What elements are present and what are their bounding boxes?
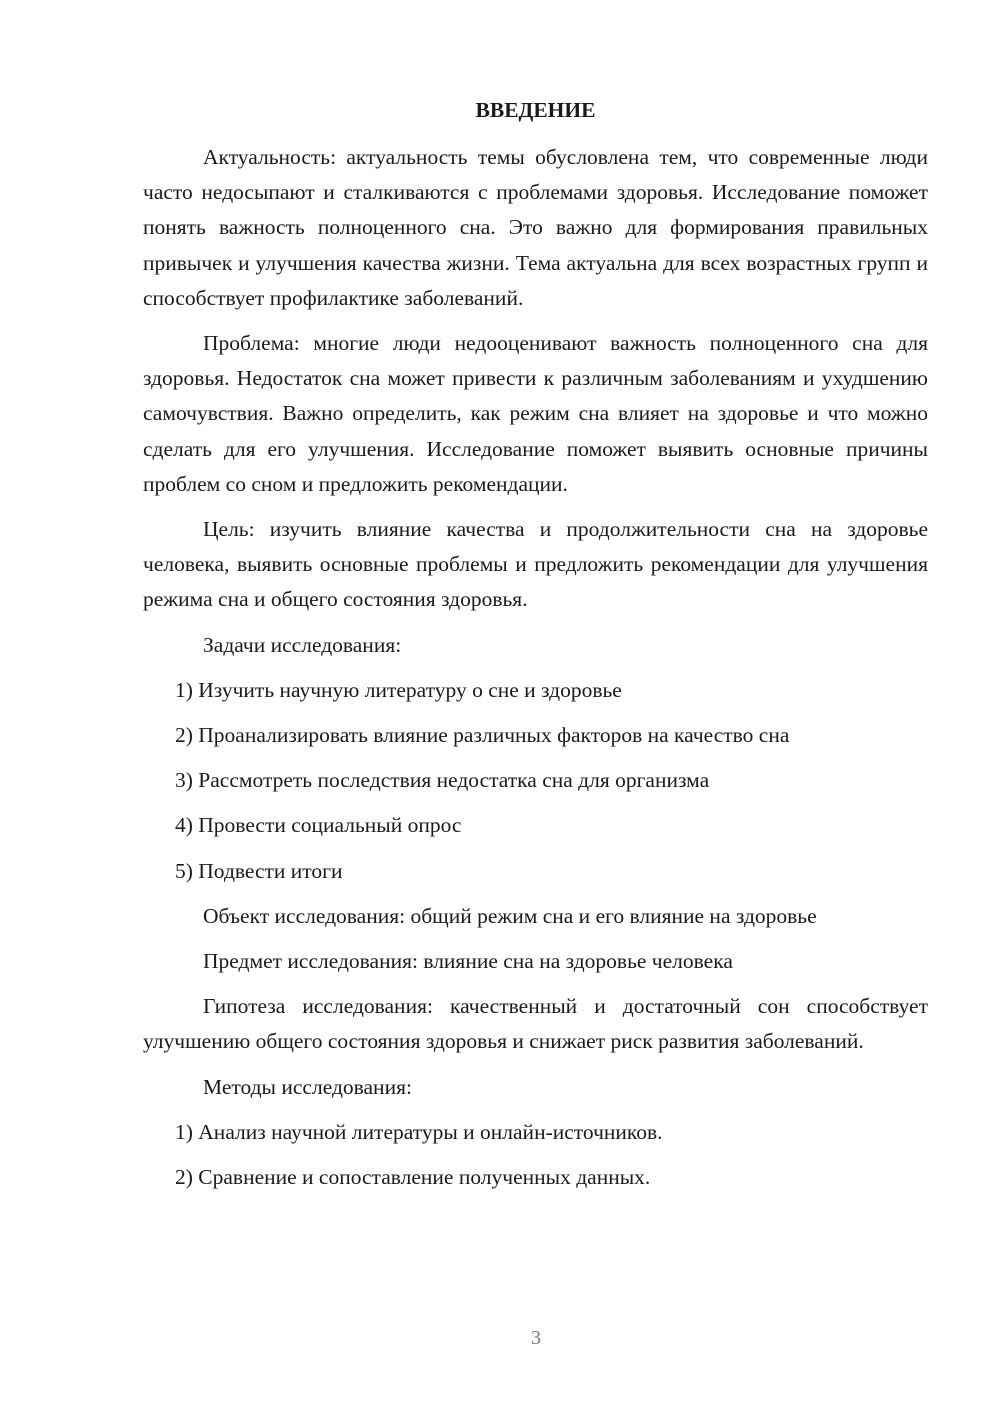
task-item: 4) Провести социальный опрос [175, 813, 462, 838]
method-item: 1) Анализ научной литературы и онлайн-источников. [175, 1119, 663, 1144]
relevance-paragraph: Актуальность: актуальность темы обусловлена тем, что современные люди часто недосыпают и сталкиваются с проблемами здоровья. Исследование поможет понять важность полноценного сна. Это важно для формирования правильных привычек и улучшения качества жизни. Тема актуальна для всех возрастных групп и способствует профилактике заболеваний. [143, 145, 928, 310]
task-item: 1) Изучить научную литературу о сне и здоровье [175, 677, 622, 702]
section-title: ВВЕДЕНИЕ [475, 98, 596, 122]
page-content [143, 92, 928, 1205]
page-number: 3 [531, 1327, 541, 1349]
research-object: Объект исследования: общий режим сна и его влияние на здоровье [203, 903, 817, 928]
research-subject: Предмет исследования: влияние сна на здоровье человека [203, 949, 733, 974]
hypothesis-paragraph: Гипотеза исследования: качественный и достаточный сон способствует улучшению общего состояния здоровья и снижает риск развития заболеваний. [143, 994, 928, 1054]
task-item: 5) Подвести итоги [175, 858, 343, 883]
task-item: 3) Рассмотреть последствия недостатка сна для организма [175, 768, 710, 793]
method-item: 2) Сравнение и сопоставление полученных данных. [175, 1165, 651, 1190]
methods-heading: Методы исследования: [203, 1074, 412, 1099]
problem-paragraph: Проблема: многие люди недооценивают важность полноценного сна для здоровья. Недостаток сна может привести к различным заболеваниям и ухудшению самочувствия. Важно определить, как режим сна влияет на здоровье и что можно сделать для его улучшения. Исследование поможет выявить основные причины проблем со сном и предложить рекомендации. [143, 331, 928, 496]
goal-paragraph: Цель: изучить влияние качества и продолжительности сна на здоровье человека, выявить основные проблемы и предложить рекомендации для улучшения режима сна и общего состояния здоровья. [143, 517, 928, 612]
task-item: 2) Проанализировать влияние различных факторов на качество сна [175, 723, 790, 748]
tasks-heading: Задачи исследования: [203, 632, 402, 657]
